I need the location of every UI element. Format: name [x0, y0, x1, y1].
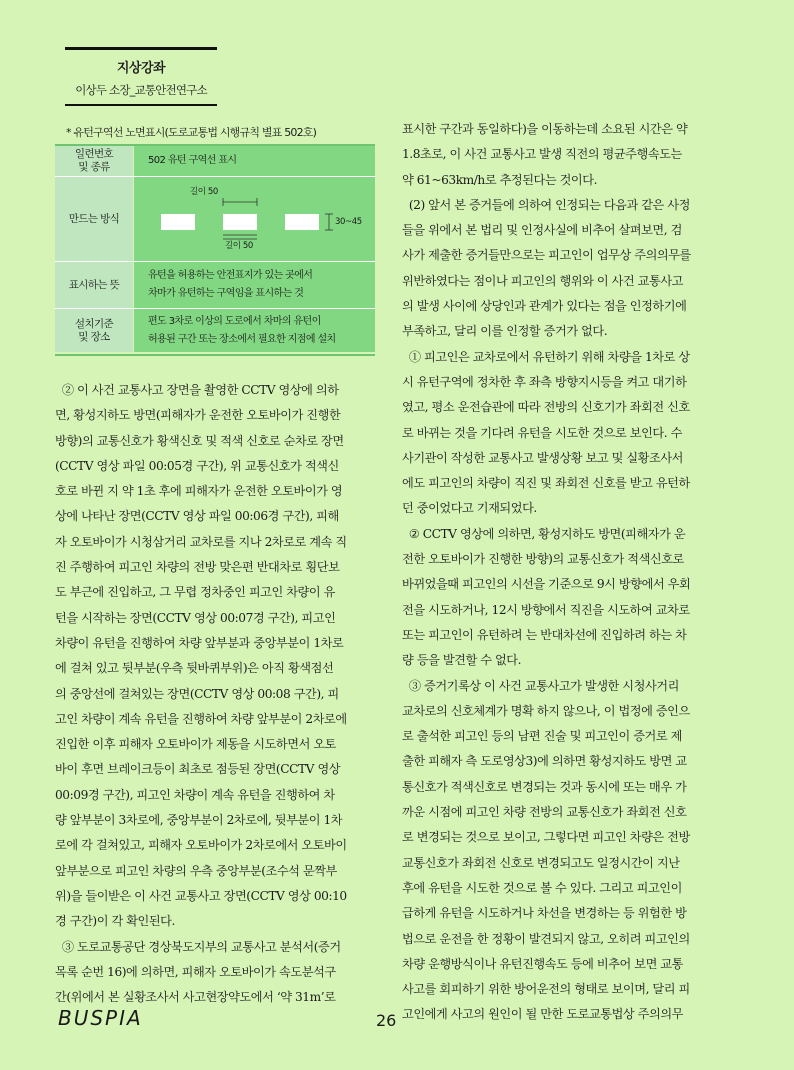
row-label-line: 만드는 방식 — [68, 212, 120, 225]
row-label — [55, 177, 133, 261]
text-line: 앞부분으로 피고인 차량의 우측 중앙부분(조수석 문짝부 — [55, 863, 337, 878]
section-title: 지상강좌 — [116, 61, 166, 76]
text-line: 에 걸쳐 있고 뒷부분(우측 뒷바퀴부위)은 아직 황색점선 — [55, 661, 334, 676]
text-line: 방향)의 교통신호가 황색신호 및 적색 신호로 순차로 장면 — [55, 433, 344, 448]
dimension-label: 30~45 — [335, 217, 362, 227]
text-line: 교통신호가 좌회전 신호로 변경되고도 일정시간이 지난 — [402, 855, 680, 870]
table-caption: * 유턴구역선 노면표시(도로교통법 시행규칙 별표 502호) — [66, 126, 317, 139]
text-line: 고인에게 사고의 원인이 될 만한 도로교통법상 주의의무 — [402, 1007, 683, 1022]
row-value — [134, 309, 375, 352]
text-line: 통신호가 적색신호로 변경되는 것과 동시에 또는 매우 가 — [402, 779, 687, 794]
text-line: 진입한 이후 피해자 오토바이가 제동을 시도하면서 오토 — [55, 737, 336, 752]
table-row — [55, 177, 375, 262]
text-line: ② CCTV 영상에 의하면, 황성지하도 방면(피해자가 운 — [402, 526, 686, 541]
page-number: 26 — [376, 1011, 397, 1030]
text-line: 차량이 유턴을 진행하여 차량 앞부분과 중앙부분이 1차로 — [55, 635, 344, 650]
dimension-label: 길이 50 — [190, 187, 218, 197]
text-line: 사기관이 작성한 교통사고 발생상황 보고 및 실황조사서 — [402, 450, 683, 465]
text-line: (2) 앞서 본 증거들에 의하여 인정되는 다음과 같은 사정 — [402, 197, 690, 212]
text-line: 량 앞부분이 3차로에, 중앙부분이 2차로에, 뒷부분이 1차 — [55, 813, 343, 828]
text-line: 량 등을 발견할 수 없다. — [402, 653, 522, 668]
table-row — [55, 262, 375, 309]
text-line: 1.8초로, 이 사건 교통사고 발생 직전의 평균주행속도는 — [402, 147, 682, 162]
row-label-line: 일련번호 — [74, 148, 114, 160]
text-line: 약 61~63km/h로 추정된다는 것이다. — [402, 172, 598, 187]
text-line: ③ 증거기록상 이 사건 교통사고가 발생한 시청사거리 — [402, 678, 679, 693]
marking-diagram — [134, 177, 375, 261]
row-label-line: 및 종류 — [78, 161, 110, 173]
text-line: 의 발생 사이에 상당인과 관계가 있다는 점을 인정하기에 — [402, 299, 687, 314]
text-line: 후에 유턴을 시도한 것으로 볼 수 있다. 그리고 피고인이 — [402, 880, 682, 895]
text-line: 위)을 들이받은 이 사건 교통사고 장면(CCTV 영상 00:10 — [55, 888, 347, 903]
text-line: 경 구간)이 각 확인된다. — [55, 914, 175, 929]
text-line: ① 피고인은 교차로에서 유턴하기 위해 차량을 1차로 상 — [402, 349, 690, 364]
text-line: 목록 순번 16)에 의하면, 피해자 오토바이가 속도분석구 — [55, 964, 336, 979]
text-line: 도 부근에 진입하고, 그 무렵 정차중인 피고인 차량이 유 — [55, 585, 335, 600]
text-line: 에도 피고인의 차량이 직진 및 좌회전 신호를 받고 유턴하 — [402, 476, 690, 491]
row-value — [134, 146, 375, 176]
text-line: 상에 나타난 장면(CCTV 영상 파일 00:06경 구간), 피해 — [55, 509, 339, 524]
text-line: 면, 황성지하도 방면(피해자가 운전한 오토바이가 진행한 — [55, 408, 341, 423]
text-line: 위반하였다는 점이나 피고인의 행위와 이 사건 교통사고 — [402, 273, 683, 288]
row-value-line: 허용된 구간 또는 장소에서 필요한 지점에 설치 — [148, 334, 336, 345]
header-rule-top — [65, 47, 217, 50]
text-line: ② 이 사건 교통사고 장면을 촬영한 CCTV 영상에 의하 — [55, 383, 339, 397]
table-row — [55, 146, 375, 177]
text-line: 로 출석한 피고인 등의 남편 진술 및 피고인이 증거로 제 — [402, 729, 682, 744]
text-line: 자 오토바이가 시청삼거리 교차로를 지나 2차로로 계속 직 — [55, 534, 347, 549]
text-line: 전한 오토바이가 진행한 방향)의 교통신호가 적색신호로 — [402, 552, 684, 567]
text-line: 00:09경 구간), 피고인 차량이 계속 유턴을 진행하여 차 — [55, 787, 335, 802]
text-line: 전을 시도하거나, 12시 방향에서 직진을 시도하여 교차로 — [402, 602, 690, 617]
text-line: 고인 차량이 계속 유턴을 진행하여 차량 앞부분이 2차로에 — [55, 711, 347, 726]
dimension-label: 길이 50 — [225, 241, 253, 251]
text-line: 였고, 평소 운전습관에 따라 전방의 신호기가 좌회전 신호 — [402, 400, 690, 415]
uturn-marking-table — [55, 144, 375, 356]
row-value-line: 502 유턴 구역선 표시 — [148, 155, 237, 166]
row-value-line: 차마가 유턴하는 구역임을 표시하는 것 — [148, 288, 304, 299]
text-line: 바이 후면 브레이크등이 최초로 점등된 장면(CCTV 영상 — [55, 762, 341, 777]
text-line: 간(위에서 본 실황조사서 사고현장약도에서 ‘약 31m’로 — [55, 990, 336, 1005]
text-line: 바뀌었을때 피고인의 시선을 기준으로 9시 방향에서 우회 — [402, 577, 691, 592]
text-line: 사가 제출한 증거들만으로는 피고인이 업무상 주의의무를 — [402, 248, 691, 263]
text-line: 진 주행하여 피고인 차량의 전방 맞은편 반대차로 횡단보 — [55, 560, 340, 575]
author-line: 이상두 소장_교통안전연구소 — [75, 83, 207, 97]
row-label-line: 표시하는 뜻 — [68, 278, 120, 291]
text-line: 표시한 구간과 동일하다)을 이동하는데 소요된 시간은 약 — [402, 122, 688, 136]
row-value — [134, 262, 375, 308]
text-line: 시 유턴구역에 정차한 후 좌측 방향지시등을 켜고 대기하 — [402, 374, 687, 389]
buspia-logo: BUSPIA — [58, 1006, 143, 1030]
row-label — [55, 309, 133, 352]
text-line: 들을 위에서 본 법리 및 인정사실에 비추어 살펴보면, 검 — [402, 223, 682, 238]
text-line: 사고를 회피하기 위한 방어운전의 형태로 보이며, 달리 피 — [402, 982, 690, 997]
text-line: 턴을 시작하는 장면(CCTV 영상 00:07경 구간), 피고인 — [55, 610, 336, 625]
text-line: 부족하고, 달리 이를 인정할 증거가 없다. — [402, 324, 608, 339]
text-line: 로 바뀌는 것을 기다려 유턴을 시도한 것으로 보인다. 수 — [402, 425, 682, 440]
text-line: 의 중앙선에 걸쳐있는 장면(CCTV 영상 00:08 구간), 피 — [55, 686, 339, 701]
table-row — [55, 309, 375, 352]
text-line: 로 변경되는 것으로 보이고, 그렇다면 피고인 차량은 전방 — [402, 830, 690, 845]
text-line: 법으로 운전을 한 정황이 발견되지 않고, 오히려 피고인의 — [402, 931, 690, 946]
row-label — [55, 146, 133, 176]
body-column-right — [402, 117, 722, 1028]
row-label — [55, 262, 133, 308]
text-line: 출한 피해자 측 도로영상3)에 의하면 황성지하도 방면 교 — [402, 754, 687, 769]
text-line: 까운 시점에 피고인 차량 전방의 교통신호가 좌회전 신호 — [402, 805, 687, 820]
row-value-line: 편도 3차로 이상의 도로에서 차마의 유턴이 — [148, 316, 321, 327]
row-label-line: 설치기준 — [74, 317, 114, 330]
text-line: 교차로의 신호체계가 명확 하지 않으나, 이 법정에 증인으 — [402, 703, 690, 718]
text-line: 또는 피고인이 유턴하려 는 반대차선에 진입하려 하는 차 — [402, 627, 687, 642]
text-line: 차량 운행방식이나 유턴진행속도 등에 비추어 보면 교통 — [402, 956, 683, 971]
body-column-left — [55, 378, 375, 1010]
text-line: 호로 바뀐 지 약 1초 후에 피해자가 운전한 오토바이가 영 — [55, 484, 343, 499]
text-line: (CCTV 영상 파일 00:05경 구간), 위 교통신호가 적색신 — [55, 458, 339, 473]
text-line: 로에 각 걸쳐있고, 피해자 오토바이가 2차로에서 오토바이 — [55, 838, 347, 853]
text-line: ③ 도로교통공단 경상북도지부의 교통사고 분석서(증거 — [55, 939, 341, 954]
text-line: 급하게 유턴을 시도하거나 차선을 변경하는 등 위험한 방 — [402, 906, 687, 921]
row-value-line: 유턴을 허용하는 안전표지가 있는 곳에서 — [148, 270, 313, 281]
header-rule-bottom — [65, 104, 217, 106]
text-line: 던 중이었다고 기재되었다. — [402, 501, 537, 516]
row-label-line: 및 장소 — [78, 330, 110, 343]
